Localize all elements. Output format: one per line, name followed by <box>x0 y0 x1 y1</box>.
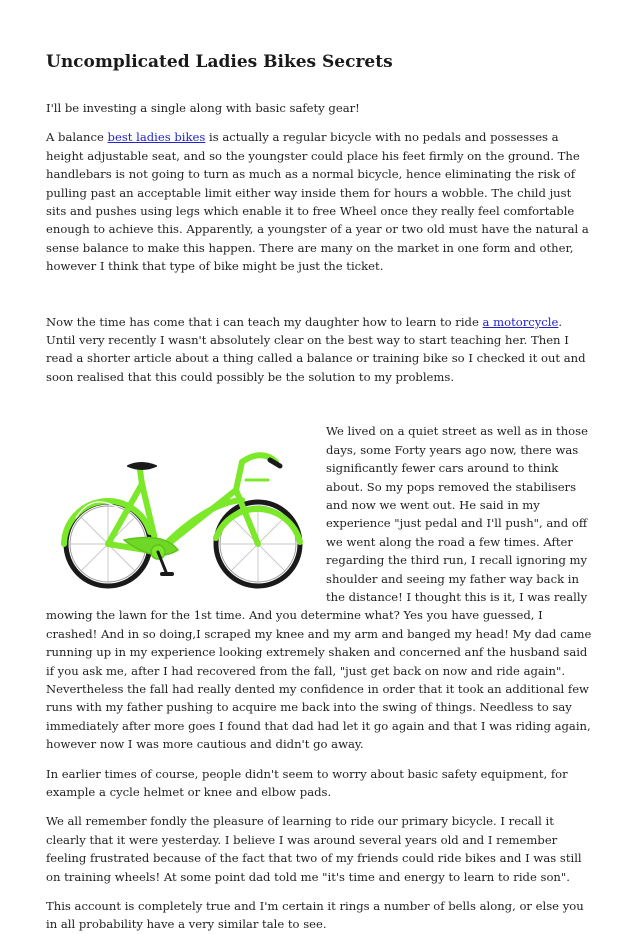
paragraph-1: I'll be investing a single along with basic safety gear! <box>46 101 360 115</box>
document-page <box>46 0 594 934</box>
paragraph-2-text-a: A balance <box>46 130 108 145</box>
paragraph-2 <box>46 128 594 275</box>
best-ladies-bikes-link[interactable]: best ladies bikes <box>107 130 206 145</box>
paragraph-5: In earlier times of course, people didn't seem to worry about basic safety equipment, for example a cycle helmet or knee and elbow pads. <box>46 766 568 799</box>
image-text-block <box>46 422 594 753</box>
paragraph-3-text-a: Now the time has come that i can teach my daughter how to learn to ride <box>46 314 483 329</box>
green-bicycle-image <box>46 422 316 592</box>
paragraph-3-text-b: . Until very recently I wasn't absolutely clear on the best way to start teaching her. Then I read a shorter article about a thing called a balance or training bike so I checked it out and soon realised that this could possibly be the solution to my problems. <box>46 314 586 384</box>
paragraph-6: We all remember fondly the pleasure of learning to ride our primary bicycle. I recall it clearly that it were yesterday. I believe I was around several years old and I remember feeling frustrated because of the fact that two of my friends could ride bikes and I was still on training wheels! At some point dad told me "it's time and energy to learn to ride son". <box>46 814 582 884</box>
page-title: Uncomplicated Ladies Bikes Secrets <box>46 52 393 72</box>
paragraph-3 <box>46 313 594 387</box>
paragraph-7: This account is completely true and I'm certain it rings a number of bells along, or else you in all probability have a very similar tale to see. <box>46 899 584 932</box>
paragraph-4: We lived on a quiet street as well as in those days, some Forty years ago now, there was significantly fewer cars around to think about. So my pops removed the stabilisers and now we went out. He said in my experience "just pedal and I'll push", and off we went along the road a few times. After regarding the third run, I recall ignoring my shoulder and seeing my father way back in the distance! I thought this is it, I was really mowing the lawn for the 1st time. And you determine what? Yes you have guessed, I crashed! And in so doing,I scraped my knee and my arm and banged my head! My dad came running up in my experience looking extremely shaken and concerned anf the husband said if you ask me, after I had recovered from the fall, "just get back on now and ride again". Nevertheless the fall had really dented my confidence in order that it took an additional few runs with my father pushing to acquire me back into the swing of things. Needless to say immediately after more goes I found that dad had let it go again and that I was riding again, however now I was more cautious and didn't go away. <box>46 424 592 752</box>
paragraph-2-text-b: is actually a regular bicycle with no pedals and possesses a height adjustable seat, and so the youngster could place his feet firmly on the ground. The handlebars is not going to turn as much as a normal bicycle, hence eliminating the risk of pulling past an acceptable limit either way inside them for hours a wobble. The child just sits and pushes using legs which enable it to free Wheel once they really feel comfortable enough to achieve this. Apparently, a youngster of a year or two old must have the natural a sense balance to make this happen. There are many on the market in one form and other, however I think that type of bike might be just the ticket. <box>46 130 589 274</box>
motorcycle-link[interactable]: a motorcycle <box>482 314 559 329</box>
